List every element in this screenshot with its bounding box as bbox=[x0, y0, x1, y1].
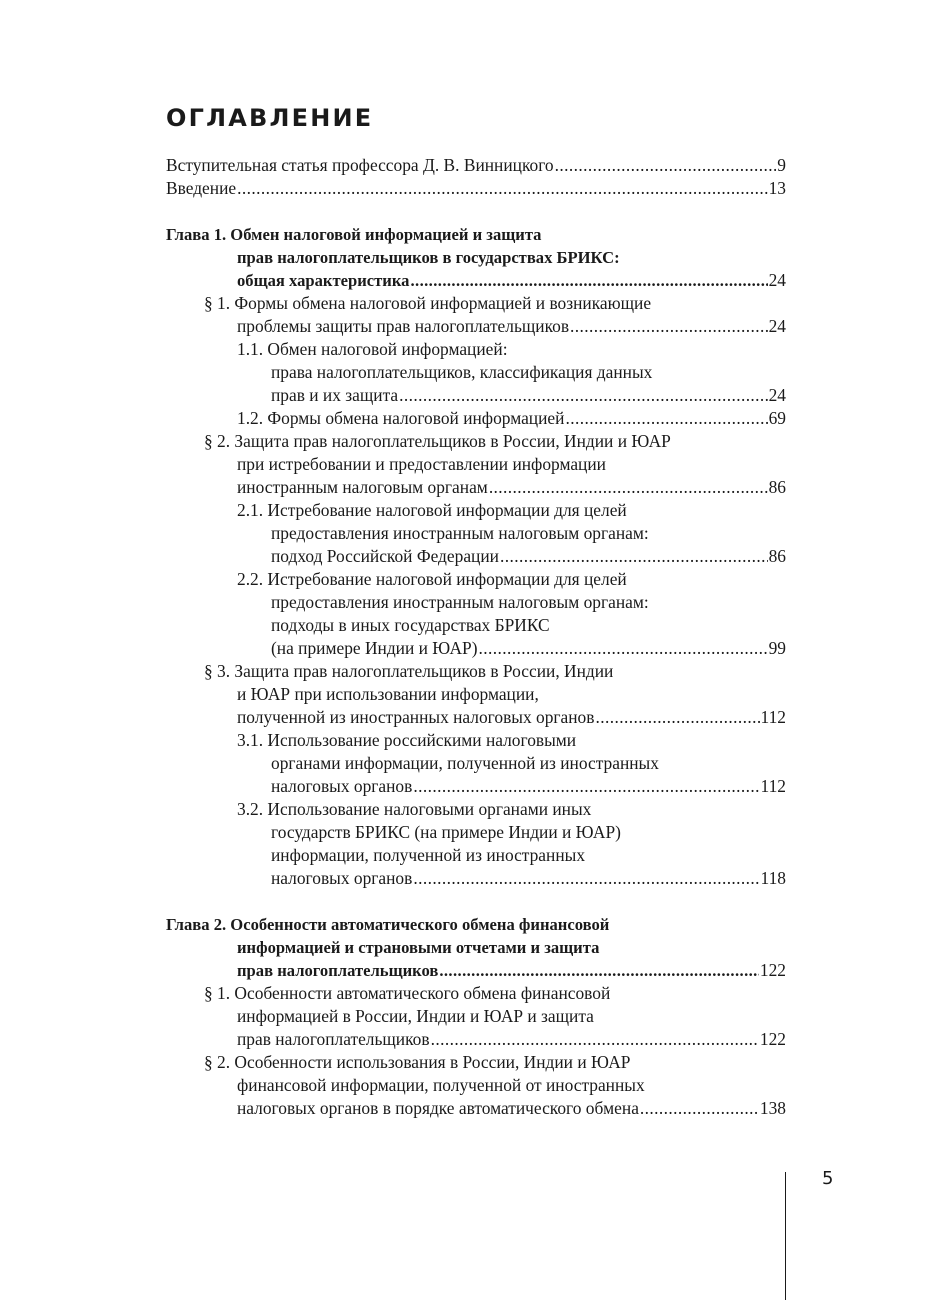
toc-entry-line-with-page bbox=[166, 1097, 786, 1120]
dot-leader bbox=[439, 959, 759, 982]
toc-entry-line: права налогоплательщиков, классификация данных bbox=[271, 362, 653, 382]
toc-subsection bbox=[166, 729, 786, 798]
toc-entry-line: § 2. Защита прав налогоплательщиков в России, Индии и ЮАР bbox=[204, 431, 671, 451]
toc-page-number: 122 bbox=[759, 960, 786, 980]
toc-page-number: 86 bbox=[768, 477, 786, 497]
toc-entry-line-with-page bbox=[166, 476, 786, 499]
dot-leader bbox=[410, 269, 767, 292]
toc-subsection bbox=[166, 798, 786, 890]
toc-subsection bbox=[166, 407, 786, 430]
dot-leader bbox=[431, 1028, 759, 1051]
dot-leader bbox=[500, 545, 768, 568]
toc-entry-text: прав налогоплательщиков bbox=[237, 961, 439, 980]
dot-leader bbox=[399, 384, 768, 407]
toc-entry bbox=[166, 177, 786, 200]
toc-entry-line: § 2. Особенности использования в России, Индии и ЮАР bbox=[204, 1052, 631, 1072]
toc-entry-line: предоставления иностранным налоговым органам: bbox=[271, 523, 649, 543]
toc-entry-line: информацией в России, Индии и ЮАР и защита bbox=[237, 1006, 594, 1026]
toc-entry-line-with-page bbox=[166, 177, 786, 200]
toc-page-number: 86 bbox=[768, 546, 786, 566]
toc-page-number: 118 bbox=[760, 868, 786, 888]
toc-section bbox=[166, 982, 786, 1051]
toc-entry-text: прав налогоплательщиков bbox=[237, 1029, 430, 1049]
toc-entry-text: проблемы защиты прав налогоплательщиков bbox=[237, 316, 570, 336]
dot-leader bbox=[479, 637, 768, 660]
toc-entry-text: общая характеристика bbox=[237, 271, 410, 290]
dot-leader bbox=[640, 1097, 759, 1120]
toc-section bbox=[166, 430, 786, 499]
toc-entry-line: Глава 2. Особенности автоматического обмена финансовой bbox=[166, 915, 610, 934]
toc-entry-line: 2.1. Истребование налоговой информации для целей bbox=[237, 500, 627, 520]
toc-subsection bbox=[166, 499, 786, 568]
dot-leader bbox=[237, 177, 768, 200]
toc-section bbox=[166, 660, 786, 729]
toc-page-number: 24 bbox=[768, 316, 786, 336]
dot-leader bbox=[489, 476, 768, 499]
toc-page-number: 122 bbox=[759, 1029, 786, 1049]
toc-entry-line: § 1. Формы обмена налоговой информацией и возникающие bbox=[204, 293, 652, 313]
toc-entry-line-with-page bbox=[166, 706, 786, 729]
toc-entry-line-with-page bbox=[166, 867, 786, 890]
toc-entry-line: информацией и страновыми отчетами и защита bbox=[237, 938, 600, 957]
toc-entry-line: при истребовании и предоставлении информации bbox=[237, 454, 606, 474]
dot-leader bbox=[595, 706, 759, 729]
toc-entry-line: государств БРИКС (на примере Индии и ЮАР) bbox=[271, 822, 621, 842]
toc-entry-line: Глава 1. Обмен налоговой информацией и защита bbox=[166, 225, 542, 244]
toc-entry-text: (на примере Индии и ЮАР) bbox=[271, 638, 478, 658]
toc-entry-line-with-page bbox=[166, 1028, 786, 1051]
toc-entry-line: прав налогоплательщиков в государствах БРИКС: bbox=[237, 248, 620, 267]
toc-entry-line: органами информации, полученной из иностранных bbox=[271, 753, 659, 773]
toc-entry-text: прав и их защита bbox=[271, 385, 399, 405]
toc-entry-line-with-page bbox=[166, 545, 786, 568]
toc-page-number: 112 bbox=[760, 707, 786, 727]
toc-entry-text: иностранным налоговым органам bbox=[237, 477, 488, 497]
toc-entry-line: предоставления иностранным налоговым органам: bbox=[271, 592, 649, 612]
toc-entry-text: Вступительная статья профессора Д. В. Винницкого bbox=[166, 155, 554, 175]
toc-entry-line: 3.2. Использование налоговыми органами иных bbox=[237, 799, 592, 819]
toc-entry-line-with-page bbox=[166, 637, 786, 660]
toc-entry-line-with-page bbox=[166, 315, 786, 338]
toc-entry-line-with-page bbox=[166, 384, 786, 407]
toc-entry-line: подходы в иных государствах БРИКС bbox=[271, 615, 550, 635]
toc-entry-line-with-page bbox=[166, 407, 786, 430]
toc-page-number: 24 bbox=[768, 270, 786, 290]
page-number: 5 bbox=[822, 1168, 834, 1189]
toc-entry-line: § 3. Защита прав налогоплательщиков в России, Индии bbox=[204, 661, 614, 681]
toc-chapter bbox=[166, 913, 786, 982]
toc-page-number: 99 bbox=[768, 638, 786, 658]
toc-entry-text: Введение bbox=[166, 178, 237, 198]
toc-entry-line: 2.2. Истребование налоговой информации для целей bbox=[237, 569, 627, 589]
dot-leader bbox=[413, 775, 759, 798]
dot-leader bbox=[570, 315, 768, 338]
toc-entry-text: полученной из иностранных налоговых органов bbox=[237, 707, 595, 727]
dot-leader bbox=[413, 867, 759, 890]
toc-section bbox=[166, 292, 786, 338]
dot-leader bbox=[565, 407, 767, 430]
folio-rule bbox=[785, 1172, 786, 1300]
toc-entry-line-with-page bbox=[166, 154, 786, 177]
toc-entry-text: налоговых органов bbox=[271, 776, 413, 796]
toc-entry-line: и ЮАР при использовании информации, bbox=[237, 684, 539, 704]
toc-subsection bbox=[166, 568, 786, 660]
toc-page-number: 138 bbox=[759, 1098, 786, 1118]
toc-section bbox=[166, 1051, 786, 1120]
dot-leader bbox=[555, 154, 777, 177]
toc-entry-line: 3.1. Использование российскими налоговыми bbox=[237, 730, 577, 750]
toc-entry bbox=[166, 154, 786, 177]
toc-entry-line: финансовой информации, полученной от иностранных bbox=[237, 1075, 645, 1095]
toc-page-number: 69 bbox=[768, 408, 786, 428]
toc-entry-line-with-page bbox=[166, 775, 786, 798]
toc-page-number: 13 bbox=[768, 178, 786, 198]
toc-entry-line-with-page bbox=[166, 959, 786, 982]
toc-entry-line: 1.1. Обмен налоговой информацией: bbox=[237, 339, 508, 359]
toc-page-number: 112 bbox=[760, 776, 786, 796]
toc-subsection bbox=[166, 338, 786, 407]
toc-entry-text: налоговых органов в порядке автоматического обмена bbox=[237, 1098, 639, 1118]
toc-entry-line: § 1. Особенности автоматического обмена финансовой bbox=[204, 983, 611, 1003]
toc-page-number: 24 bbox=[768, 385, 786, 405]
toc-chapter bbox=[166, 223, 786, 292]
toc-page-number: 9 bbox=[777, 155, 786, 175]
page-title: ОГЛАВЛЕНИЕ bbox=[166, 104, 374, 132]
table-of-contents bbox=[166, 154, 786, 1120]
toc-entry-line: информации, полученной из иностранных bbox=[271, 845, 586, 865]
toc-entry-line-with-page bbox=[166, 269, 786, 292]
toc-entry-text: налоговых органов bbox=[271, 868, 413, 888]
toc-entry-text: 1.2. Формы обмена налоговой информацией bbox=[237, 408, 565, 428]
toc-entry-text: подход Российской Федерации bbox=[271, 546, 499, 566]
